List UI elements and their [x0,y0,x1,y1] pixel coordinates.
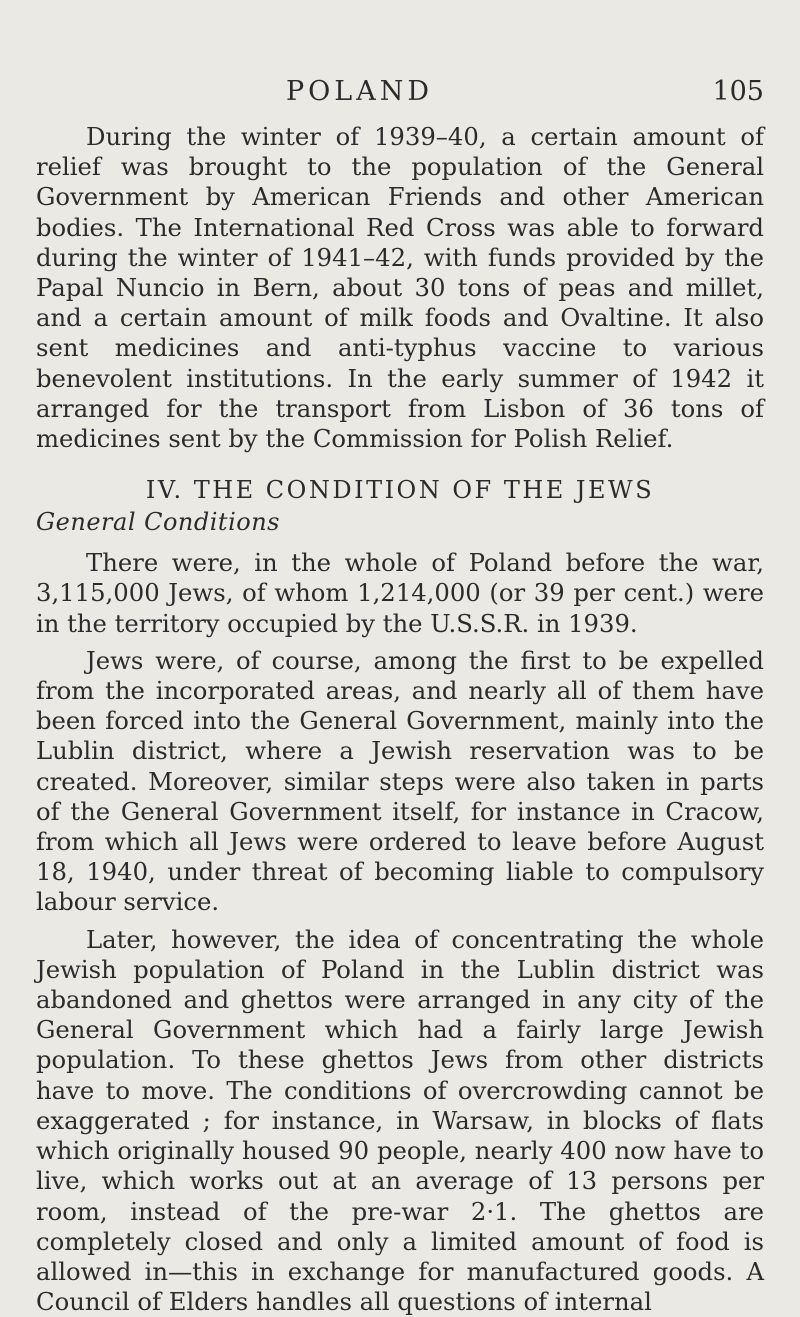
section-heading: IV. THE CONDITION OF THE JEWS [145,476,655,505]
running-title: POLAND [286,76,434,107]
book-page [36,0,764,1317]
paragraph-ghettos: Later, however, the idea of concentrating the whole Jewish population of Poland in the Lublin district was abandoned and ghettos were arranged in any city of the General Government which had a fairly large Jewish population. To these ghettos Jews from other districts have to move. The conditions of overcrowding cannot be exaggerated ; for instance, in Warsaw, in blocks of flats which originally housed 90 people, nearly 400 now have to live, which works out at an average of 13 persons per room, instead of the pre-war 2·1. The ghettos are completely closed and only a limited amount of food is allowed in—this in exchange for manufactured goods. A Council of Elders handles all questions of internal [36,924,764,1317]
page-number: 105 [712,76,764,107]
paragraph-relief: During the winter of 1939–40, a certain amount of relief was brought to the population of the General Government by American Friends and other American bodies. The International Red Cross was able to forward during the winter of 1941–42, with funds provided by the Papal Nuncio in Bern, about 30 tons of peas and millet, and a certain amount of milk foods and Ovaltine. It also sent medicines and anti-typhus vaccine to various benevolent institutions. In the early summer of 1942 it arranged for the transport from Lisbon of 36 tons of medicines sent by the Commission for Polish Relief. [36,122,764,454]
paragraph-jewish-population: There were, in the whole of Poland before the war, 3,115,000 Jews, of whom 1,214,000 (or 39 per cent.) were in the territory occupied by the U.S.S.R. in 1939. [36,548,764,638]
section-subheading: General Conditions [36,508,280,537]
paragraph-expulsions: Jews were, of course, among the first to be expelled from the incorporated areas, and nearly all of them have been forced into the General Government, mainly into the Lublin district, where a Jewish reservation was to be created. Moreover, similar steps were also taken in parts of the General Government itself, for instance in Cracow, from which all Jews were ordered to leave before August 18, 1940, under threat of becoming liable to compulsory labour service. [36,645,764,917]
body-text [36,122,764,1317]
running-head [36,76,764,116]
